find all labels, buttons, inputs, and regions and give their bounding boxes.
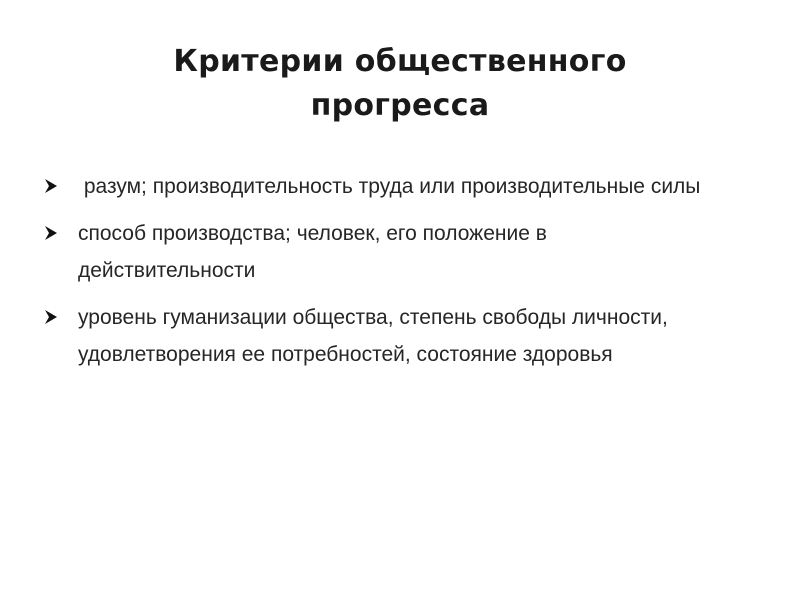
bullet-item-production-mode xyxy=(44,215,724,289)
arrowhead-bullet-icon xyxy=(44,168,64,205)
bullet-text: способ производства; человек, его положение в действительности xyxy=(78,222,547,282)
bullet-list xyxy=(44,168,724,383)
bullet-text: разум; производительность труда или производительные силы xyxy=(78,175,701,198)
bullet-text: уровень гуманизации общества, степень свободы личности, удовлетворения ее потребностей, состояние здоровья xyxy=(78,306,668,366)
bullet-item-humanization xyxy=(44,299,724,373)
arrowhead-bullet-icon xyxy=(44,215,64,252)
arrowhead-bullet-icon xyxy=(44,299,64,336)
slide-title-line-2: прогресса xyxy=(310,88,490,123)
slide-title-line-1: Критерии общественного xyxy=(173,44,627,79)
bullet-item-reason xyxy=(44,168,724,205)
slide-title xyxy=(120,40,680,128)
